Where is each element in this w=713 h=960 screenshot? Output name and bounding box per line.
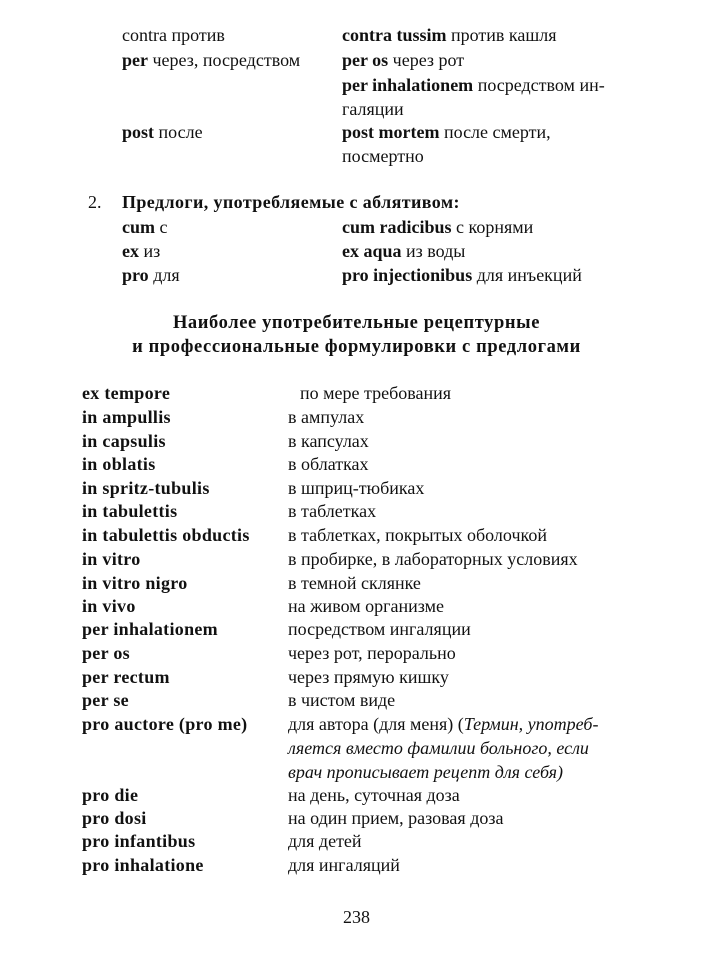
formula-latin: in vitro — [82, 549, 141, 569]
preposition-example — [342, 240, 465, 262]
formula-latin: ex tempore — [82, 383, 171, 403]
formula-translation: на один прием, разовая доза — [288, 808, 504, 828]
translation-note-continuation: врач прописывает рецепт для себя) — [288, 762, 564, 782]
example-translation: галяции — [342, 99, 404, 119]
example-latin: cum radicibus — [342, 217, 452, 237]
translation-note-continuation: ляется вместо фамилии больного, если — [288, 738, 589, 758]
formula-latin: in vitro nigro — [82, 573, 188, 593]
example-translation: посмертно — [342, 146, 424, 166]
preposition-term — [122, 49, 300, 71]
preposition-example — [342, 264, 582, 286]
translation-text: для автора (для меня) ( — [288, 714, 464, 734]
example-latin: ex aqua — [342, 241, 402, 261]
formula-translation: посредством ингаляции — [288, 619, 471, 639]
formula-latin: pro dosi — [82, 808, 147, 828]
preposition-term — [122, 216, 168, 238]
page-number: 238 — [343, 907, 370, 927]
section-heading-line-2: и профессиональные формулировки с предлогами — [132, 337, 581, 357]
formula-latin: per os — [82, 643, 130, 663]
term-translation: через, посредством — [152, 50, 301, 70]
formula-latin: in spritz-tubulis — [82, 478, 210, 498]
section-heading-line-1: Наиболее употребительные рецептурные — [172, 313, 541, 333]
formula-translation: на живом организме — [288, 596, 444, 616]
formula-translation: в ампулах — [288, 407, 365, 427]
preposition-example-continuation — [342, 145, 424, 167]
term-translation: из — [143, 241, 161, 261]
example-translation: через рот — [392, 50, 465, 70]
formula-latin: in oblatis — [82, 454, 156, 474]
formula-translation: в таблетках, покрытых оболочкой — [288, 525, 547, 545]
formula-translation: в таблетках — [288, 501, 377, 521]
formula-translation: на день, суточная доза — [288, 785, 460, 805]
formula-translation — [288, 713, 598, 735]
example-translation: с корнями — [456, 217, 534, 237]
formula-latin: in tabulettis obductis — [82, 525, 250, 545]
formula-latin: pro inhalatione — [82, 855, 204, 875]
term-translation: после — [158, 122, 203, 142]
example-latin: pro injectionibus — [342, 265, 473, 285]
formula-latin: pro infantibus — [82, 831, 196, 851]
preposition-example-continuation — [342, 98, 404, 120]
formula-translation: для детей — [288, 831, 362, 851]
translation-note: Термин, употреб- — [463, 714, 599, 734]
example-latin: contra tussim — [342, 25, 447, 45]
formula-latin: pro die — [82, 785, 139, 805]
section-number: 2. — [88, 192, 102, 212]
preposition-term — [122, 121, 203, 143]
preposition-term — [122, 240, 160, 262]
formula-translation: по мере требования — [300, 383, 452, 403]
formula-latin: per rectum — [82, 667, 170, 687]
formula-translation: в облатках — [288, 454, 369, 474]
formula-latin: in tabulettis — [82, 501, 178, 521]
formula-translation: в темной склянке — [288, 573, 421, 593]
term-translation: с — [159, 217, 168, 237]
term-latin: cum — [122, 217, 155, 237]
formula-latin: per inhalationem — [82, 619, 218, 639]
term-translation: для — [153, 265, 180, 285]
preposition-example — [342, 121, 551, 143]
preposition-example — [342, 74, 605, 96]
example-translation: для инъекций — [476, 265, 582, 285]
preposition-example — [342, 49, 464, 71]
formula-latin: in ampullis — [82, 407, 171, 427]
formula-translation: через прямую кишку — [288, 667, 449, 687]
formula-latin: pro auctore (pro me) — [82, 714, 248, 734]
formula-latin: in capsulis — [82, 431, 166, 451]
example-latin: post mortem — [342, 122, 440, 142]
example-translation: после смерти, — [443, 122, 551, 142]
example-translation: посредством ин- — [477, 75, 605, 95]
term-latin: per — [122, 50, 148, 70]
formula-translation: в капсулах — [288, 431, 369, 451]
formula-latin: in vivo — [82, 596, 136, 616]
example-latin: per inhalationem — [342, 75, 474, 95]
example-translation: из воды — [406, 241, 466, 261]
formula-translation: в шприц-тюбиках — [288, 478, 425, 498]
section-title: Предлоги, употребляемые с аблятивом: — [122, 192, 460, 212]
formula-latin: per se — [82, 690, 129, 710]
formula-translation: в чистом виде — [288, 690, 396, 710]
preposition-term — [122, 264, 180, 286]
preposition-example — [342, 24, 556, 46]
formula-translation: для ингаляций — [288, 855, 400, 875]
term-latin: post — [122, 122, 155, 142]
term-latin: contra — [122, 25, 167, 45]
term-latin: pro — [122, 265, 149, 285]
formula-translation: через рот, перорально — [288, 643, 456, 663]
example-translation: против кашля — [451, 25, 557, 45]
preposition-term — [122, 24, 225, 46]
example-latin: per os — [342, 50, 389, 70]
preposition-example — [342, 216, 533, 238]
term-latin: ex — [122, 241, 139, 261]
formula-translation: в пробирке, в лабораторных условиях — [288, 549, 578, 569]
term-translation: против — [171, 25, 225, 45]
